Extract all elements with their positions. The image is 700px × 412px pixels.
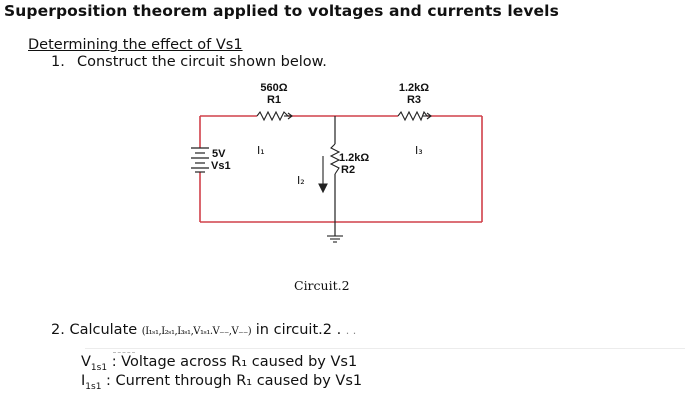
definition-i1s1-symbol: I: [81, 373, 86, 389]
dashed-mark: [113, 352, 135, 353]
definition-v1s1-symbol: V: [81, 354, 91, 370]
r2-name-label: R2: [341, 164, 356, 176]
step-2-dots: . .: [345, 324, 357, 337]
r1-resistor: [257, 112, 292, 120]
vs1-name-label: Vs1: [211, 160, 231, 172]
i3-label: I₃: [415, 144, 423, 157]
step-2-quantities: (I₁ₛ₁,I₂ₛ₁,I₃ₛ₁,V₁ₛ₁.V₋₋,V₋₋): [141, 326, 252, 337]
r2-resistor: [331, 144, 339, 174]
step-2-trail: in circuit.2 .: [255, 322, 342, 338]
page-title: Superposition theorem applied to voltages and currents levels: [4, 2, 559, 20]
step-2-number: 2.: [51, 322, 65, 338]
vs1-battery-icon: [191, 148, 209, 172]
r3-resistor: [398, 112, 431, 120]
definition-i1s1-sub: 1s1: [85, 381, 102, 392]
definition-v1s1: [81, 354, 357, 373]
step-1-number: 1.: [51, 54, 65, 70]
r2-value-label: 1.2kΩ: [339, 152, 370, 164]
r1-value-label: 560Ω: [260, 82, 288, 94]
circuit-caption: Circuit.2: [294, 278, 350, 293]
r3-value-label: 1.2kΩ: [398, 82, 430, 94]
definition-v1s1-sub: 1s1: [90, 362, 108, 373]
step-2: [51, 322, 356, 338]
r1-name-label: R1: [266, 94, 282, 106]
i1-label: I₁: [257, 144, 265, 157]
step-2-lead: Calculate: [69, 322, 138, 338]
i2-arrow: [319, 156, 327, 192]
definition-i1s1: [81, 373, 362, 392]
step-1: [51, 54, 327, 70]
definition-i1s1-text: : Current through R₁ caused by Vs1: [106, 373, 363, 389]
definition-v1s1-text: : Voltage across R₁ caused by Vs1: [111, 354, 358, 370]
circuit-diagram: [160, 76, 530, 276]
i2-label: I₂: [297, 174, 305, 187]
divider: [85, 348, 685, 349]
section-heading: Determining the effect of Vs1: [28, 37, 243, 53]
r3-name-label: R3: [406, 94, 422, 106]
step-1-text: Construct the circuit shown below.: [77, 54, 327, 70]
vs1-value-label: 5V: [212, 148, 226, 160]
ground-icon: [327, 236, 343, 242]
